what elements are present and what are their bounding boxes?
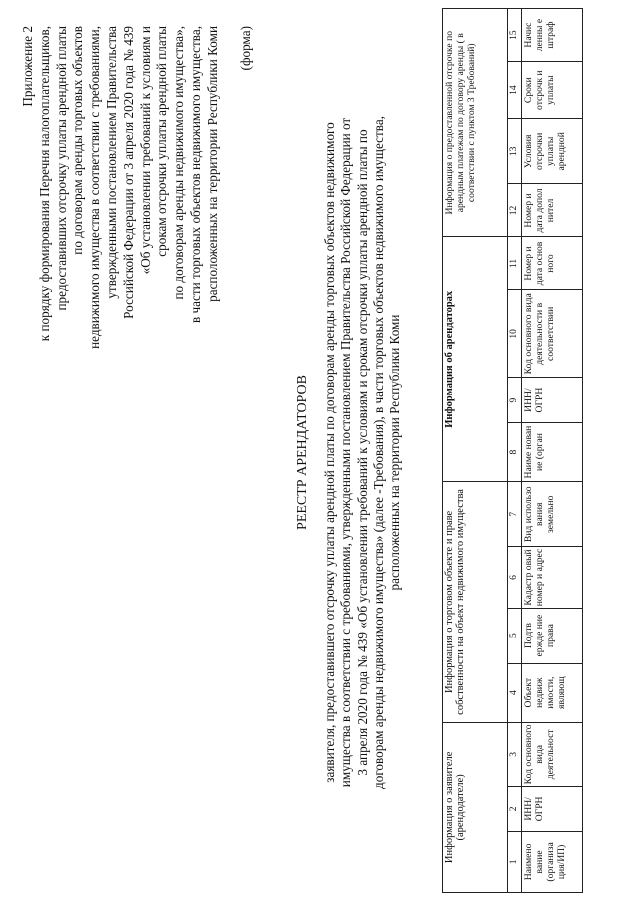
table-number-row xyxy=(508,9,522,893)
subtitle-line: расположенных на территории Республики Коми xyxy=(387,314,403,591)
column-number: 7 xyxy=(508,482,522,547)
column-header: ИНН/ ОГРН xyxy=(523,387,545,413)
group-header-object: Информация о торговом объекте и праве собственности на объект недвижимого имущества xyxy=(443,482,508,723)
column-number: 3 xyxy=(508,722,522,786)
appendix-line: по договорам аренды недвижимого имущества», xyxy=(171,26,187,300)
column-number: 1 xyxy=(508,831,522,892)
column-number: 10 xyxy=(508,290,522,378)
appendix-line: утвержденными постановлением Правительства xyxy=(103,26,119,299)
appendix-line: Приложение 2 xyxy=(20,26,35,107)
table-group-header-row xyxy=(443,9,508,893)
appendix-line: Российской Федерации от 3 апреля 2020 года № 439 xyxy=(120,26,136,319)
subtitle-line: договорам аренды недвижимого имущества» (далее -Требования), в части торговых объектов недвижимого имущества, xyxy=(370,116,386,789)
appendix-line: расположенных на территории Республики Коми xyxy=(204,26,220,302)
document-subtitle xyxy=(322,30,403,875)
column-number: 8 xyxy=(508,423,522,482)
column-number: 14 xyxy=(508,62,522,119)
column-header: Номер и дата допол нител xyxy=(523,188,556,233)
group-header-tenants: Информация об арендаторах xyxy=(443,237,508,482)
table-column-header-row xyxy=(522,9,583,893)
column-header: ИНН/ ОГРН xyxy=(523,796,545,822)
column-number: 5 xyxy=(508,608,522,663)
column-header: Номер и дата основ ного xyxy=(523,241,556,286)
group-header-deferral: Информация о предоставленной отсрочке по арендным платежам по договору аренды ( в соответствии с пунктом 3 Требований) xyxy=(443,9,508,237)
subtitle-line: заявителя, предоставившего отсрочку уплаты арендной платы по договорам аренды торговых объектов недвижимого xyxy=(322,122,337,783)
appendix-line: в части торговых объектов недвижимого имущества, xyxy=(187,26,203,323)
column-header: Объект недвиж имости, являющ xyxy=(523,676,567,709)
column-header: Кадастр овый номер и адрес xyxy=(523,548,545,607)
document-title: РЕЕСТР АРЕНДАТОРОВ xyxy=(295,375,310,530)
appendix-line: к порядку формирования Перечня налогоплательщиков, xyxy=(36,26,52,342)
column-header: Сроки отсрочк и уплаты xyxy=(523,70,556,110)
appendix-line: предоставивших отсрочку уплаты арендной платы xyxy=(53,26,69,311)
column-header: Вид использо вания земельно xyxy=(523,486,556,543)
appendix-header xyxy=(20,26,254,446)
appendix-line: по договорам аренды торговых объектов xyxy=(70,26,86,255)
column-number: 15 xyxy=(508,9,522,62)
column-number: 11 xyxy=(508,237,522,290)
column-header: Наиме нован ие (орган xyxy=(523,425,545,479)
column-number: 6 xyxy=(508,547,522,608)
register-table xyxy=(442,8,583,893)
column-header: Начис ленны е штраф xyxy=(523,18,556,52)
appendix-line: недвижимого имущества в соответствии с требованиями, xyxy=(87,26,103,349)
column-number: 4 xyxy=(508,663,522,722)
column-number: 12 xyxy=(508,184,522,237)
group-header-lessor: Информация о заявителе (арендодателе) xyxy=(443,722,508,892)
column-header: Условия отсрочки уплаты арендной xyxy=(523,132,567,171)
subtitle-line: 3 апреля 2020 года № 439 «Об установлении требований к условиям и срокам отсрочки уплаты арендной платы по xyxy=(354,129,370,776)
form-label: (форма) xyxy=(237,26,253,71)
appendix-line: «Об установлении требований к условиям и xyxy=(137,26,153,275)
column-header: Наимено вание (организа ция/ИП) xyxy=(523,842,567,882)
column-number: 9 xyxy=(508,378,522,423)
column-header: Подтв ержде ние права xyxy=(523,614,556,657)
column-header: Код основного вида деятельности в соответствии xyxy=(523,293,556,375)
subtitle-line: имущества в соответствии с требованиями, утвержденными постановлением Правительства Российской Федерации от xyxy=(338,117,354,788)
column-number: 2 xyxy=(508,786,522,831)
column-header: Код основного вида деятельност xyxy=(523,724,556,785)
appendix-line: срокам отсрочки уплаты арендной платы xyxy=(154,26,170,257)
column-number: 13 xyxy=(508,119,522,184)
